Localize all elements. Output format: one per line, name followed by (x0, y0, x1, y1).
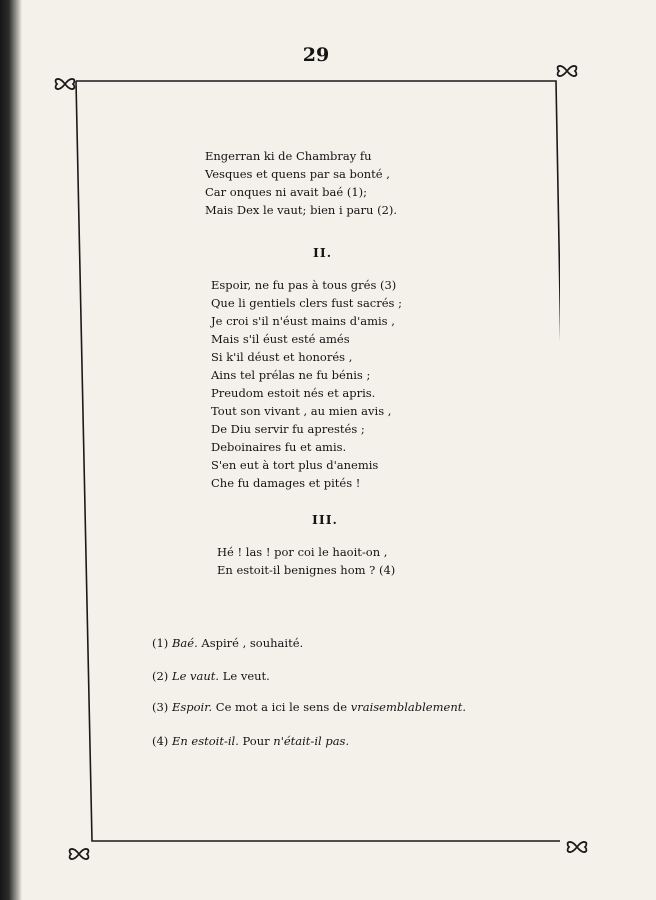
footnote-4 (152, 734, 349, 748)
verse-line: Che fu damages et pités ! (211, 476, 361, 490)
footnote-gloss-italic: vraisemblablement. (350, 700, 467, 714)
book-binding-edge (0, 0, 22, 900)
footnote-marker: (2) (152, 669, 169, 683)
footnote-gloss: Pour (242, 734, 270, 748)
footnote-marker: (1) (152, 636, 169, 650)
verse-line: Que li gentiels clers fust sacrés ; (211, 296, 402, 310)
verse-line: Vesques et quens par sa bonté , (205, 167, 390, 181)
verse-line: Tout son vivant , au mien avis , (211, 404, 392, 418)
corner-ornament-top-left-icon (52, 71, 78, 97)
footnote-term: Baé. (171, 636, 198, 650)
footnote-gloss-italic: n'était-il pas. (273, 734, 350, 748)
verse-line: Mais s'il éust esté amés (211, 332, 350, 346)
verse-line: Car onques ni avait baé (1); (205, 185, 368, 199)
verse-line: Ains tel prélas ne fu bénis ; (211, 368, 371, 382)
corner-ornament-top-right-icon (554, 58, 580, 84)
footnote-marker: (4) (152, 734, 169, 748)
verse-line: Je croi s'il n'éust mains d'amis , (211, 314, 395, 328)
page-number: 29 (302, 44, 330, 66)
verse-line: S'en eut à tort plus d'anemis (211, 458, 379, 472)
stanza-1 (205, 147, 397, 219)
verse-line: Espoir, ne fu pas à tous grés (3) (211, 278, 397, 292)
section-heading-ii: II. (313, 245, 333, 260)
verse-line: Preudom estoit nés et apris. (211, 386, 376, 400)
section-heading-iii: III. (312, 512, 338, 527)
verse-line: Hé ! las ! por coi le haoit-on , (217, 545, 388, 559)
footnote-marker: (3) (152, 700, 169, 714)
stanza-3 (217, 543, 395, 579)
verse-line: De Diu servir fu aprestés ; (211, 422, 365, 436)
footnote-1 (152, 636, 303, 650)
footnote-gloss: Aspiré , souhaité. (201, 636, 304, 650)
footnote-3 (152, 700, 466, 714)
footnote-term: Le vaut. (171, 669, 220, 683)
footnote-term: En estoit-il. (171, 734, 239, 748)
verse-line: Si k'il déust et honorés , (211, 350, 353, 364)
corner-ornament-bottom-left-icon (66, 841, 92, 867)
footnote-gloss: Ce mot a ici le sens de (215, 700, 348, 714)
verse-line: Mais Dex le vaut; bien i paru (2). (205, 203, 398, 217)
stanza-2 (211, 276, 402, 492)
footnote-gloss: Le veut. (222, 669, 270, 683)
verse-line: Engerran ki de Chambray fu (205, 149, 372, 163)
corner-ornament-bottom-right-icon (564, 834, 590, 860)
footnote-2 (152, 669, 270, 683)
verse-line: En estoit-il benignes hom ? (4) (217, 563, 396, 577)
footnote-term: Espoir. (171, 700, 213, 714)
verse-line: Deboinaires fu et amis. (211, 440, 347, 454)
